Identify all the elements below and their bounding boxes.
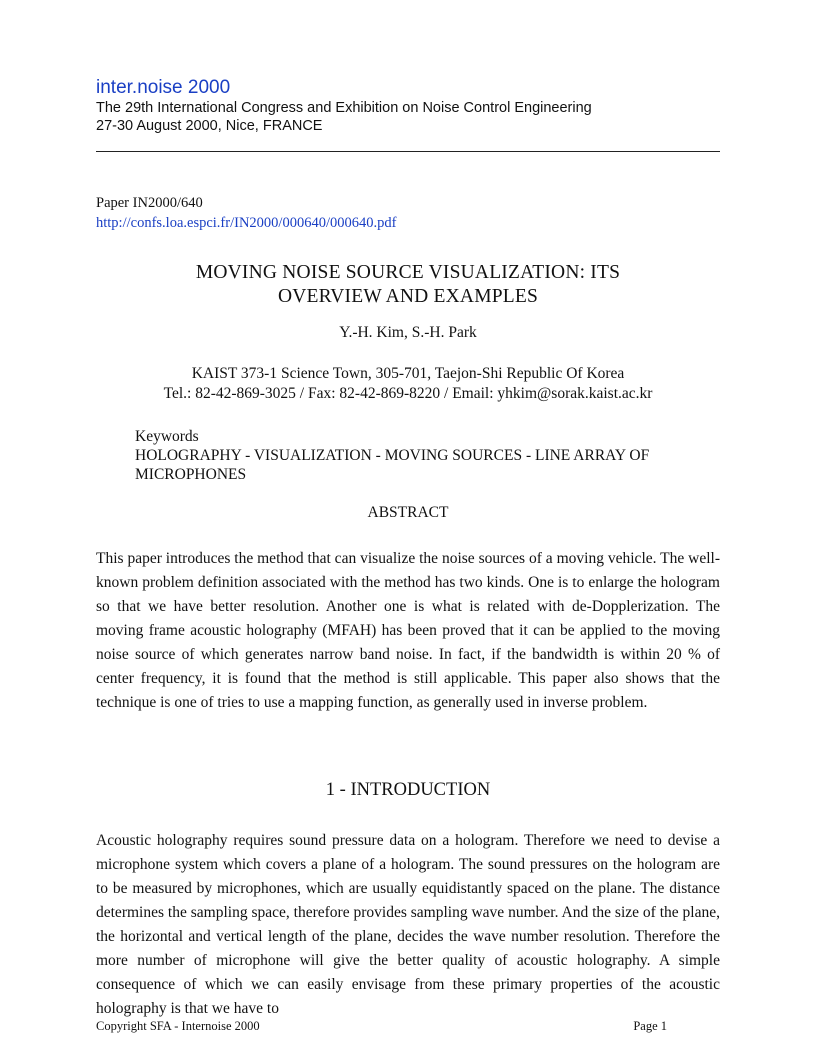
conference-header: [96, 77, 720, 135]
abstract-text: This paper introduces the method that can visualize the noise sources of a moving vehicle. The well-known problem definition associated with the method has two kinds. One is to enlarge the hologram so that we have better resolution. Another one is what is related with de-Dopplerization. The moving frame acoustic holography (MFAH) has been proved that it can be applied to the moving noise source of which generates narrow band noise. In fact, if the bandwidth is within 20 % of center frequency, it is found that the method is still applicable. This paper also shows that the technique is one of tries to use a mapping function, as generally used in inverse problem.: [96, 550, 720, 711]
introduction-text: Acoustic holography requires sound pressure data on a hologram. Therefore we need to devise a microphone system which covers a plane of a hologram. The sound pressures on the hologram are to be measured by microphones, which are usually equidistantly spaced on the plane. The distance determines the sampling space, therefore provides sampling wave number. And the size of the plane, the horizontal and vertical length of the plane, decides the wave number resolution. Therefore the more number of microphone will give the better quality of acoustic holography. A simple consequence of which we can easily envisage from these primary properties of the acoustic holography is that we have to: [96, 832, 720, 1017]
introduction-heading: 1 - INTRODUCTION: [325, 780, 491, 800]
header-divider: [96, 151, 720, 152]
footer-page-number: Page 1: [633, 1019, 667, 1033]
abstract-heading: ABSTRACT: [367, 504, 449, 521]
paper-id: Paper IN2000/640: [96, 195, 203, 211]
paper-title: [96, 261, 720, 309]
keywords-block: [135, 427, 720, 484]
paper-url-link[interactable]: http://confs.loa.espci.fr/IN2000/000640/000640.pdf: [96, 215, 397, 231]
contact-info: Tel.: 82-42-869-3025 / Fax: 82-42-869-8220 / Email: yhkim@sorak.kaist.ac.kr: [163, 385, 653, 402]
paper-authors: Y.-H. Kim, S.-H. Park: [339, 324, 477, 341]
keywords-label: Keywords: [135, 428, 199, 445]
affiliation: KAIST 373-1 Science Town, 305-701, Taejon-Shi Republic Of Korea: [191, 365, 625, 382]
author-affiliation-block: [96, 364, 720, 404]
paper-title-line-2: OVERVIEW AND EXAMPLES: [277, 286, 539, 307]
congress-date-place: 27-30 August 2000, Nice, FRANCE: [96, 118, 323, 134]
footer-copyright: Copyright SFA - Internoise 2000: [96, 1019, 260, 1033]
conference-name: inter.noise 2000: [96, 77, 231, 98]
congress-title: The 29th International Congress and Exhibition on Noise Control Engineering: [96, 100, 592, 116]
paper-title-line-1: MOVING NOISE SOURCE VISUALIZATION: ITS: [195, 262, 621, 283]
keywords-list: HOLOGRAPHY - VISUALIZATION - MOVING SOURCES - LINE ARRAY OF MICROPHONES: [135, 447, 650, 483]
